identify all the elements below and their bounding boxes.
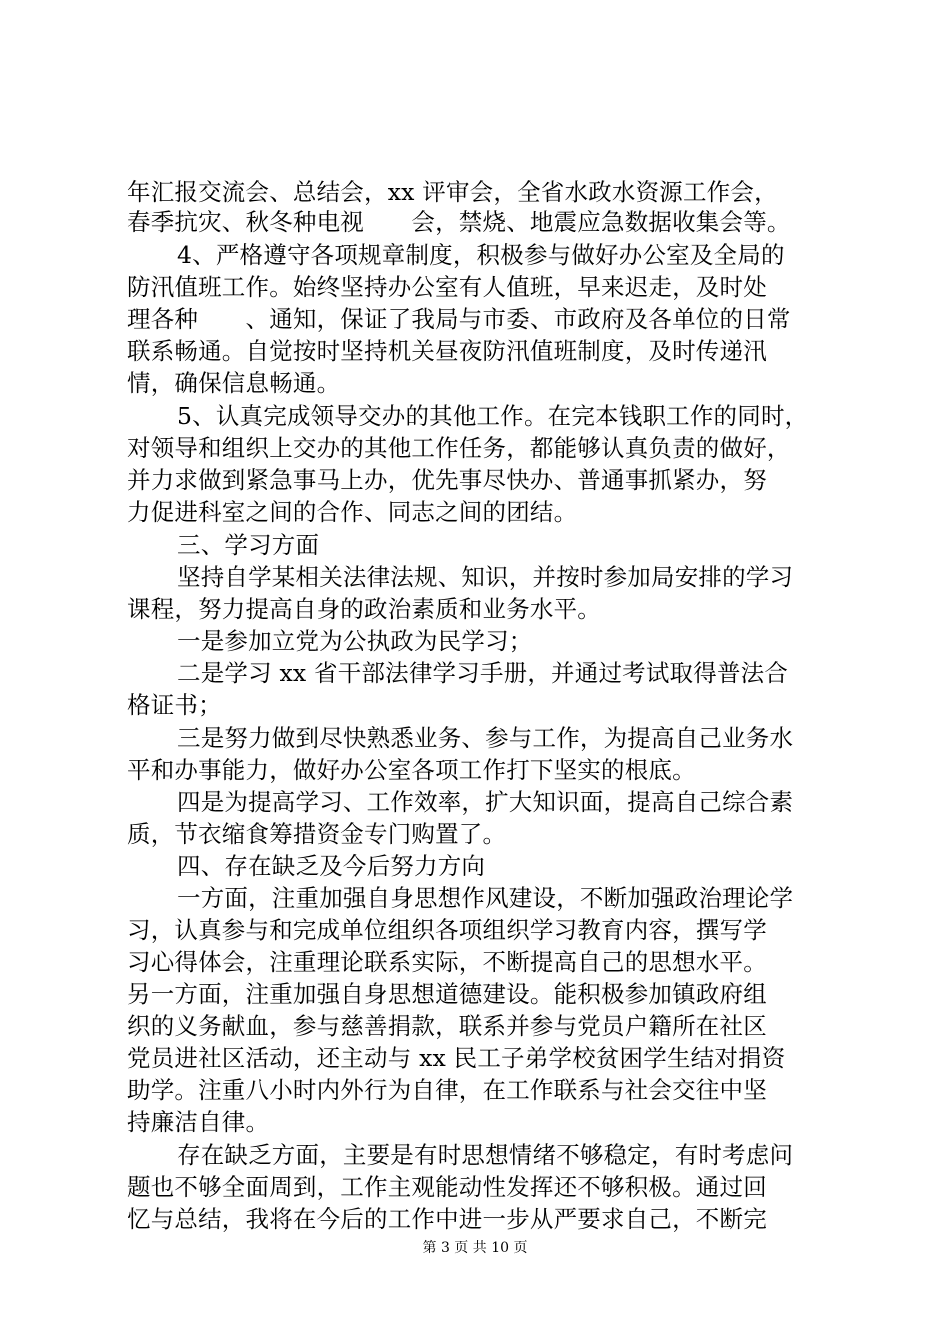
text-line: 题也不够全面周到，工作主观能动性发挥还不够积极。通过回 bbox=[127, 1173, 767, 1201]
text-line: 存在缺乏方面，主要是有时思想情绪不够稳定，有时考虑问 bbox=[177, 1141, 794, 1169]
text-line: 年汇报交流会、总结会，xx 评审会，全省水政水资源工作会， bbox=[127, 178, 778, 206]
text-line: 平和办事能力，做好办公室各项工作打下坚实的根底。 bbox=[127, 756, 696, 784]
text-line: 课程，努力提高自身的政治素质和业务水平。 bbox=[127, 595, 601, 623]
text-line: 四是为提高学习、工作效率，扩大知识面，提高自己综合素 bbox=[177, 788, 794, 816]
text-line: 对领导和组织上交办的其他工作任务，都能够认真负责的做好， bbox=[127, 434, 791, 462]
text-line: 另一方面，注重加强自身思想道德建设。能积极参加镇政府组 bbox=[127, 980, 767, 1008]
text-line: 春季抗灾、秋冬种电视 会，禁烧、地震应急数据收集会等。 bbox=[127, 208, 791, 236]
text-line: 理各种 、通知，保证了我局与市委、市政府及各单位的日常 bbox=[127, 305, 791, 333]
text-line: 力促进科室之间的合作、同志之间的团结。 bbox=[127, 498, 578, 526]
text-line: 习，认真参与和完成单位组织各项组织学习教育内容，撰写学 bbox=[127, 916, 767, 944]
section-heading: 三、学习方面 bbox=[177, 531, 320, 559]
text-line: 习心得体会，注重理论联系实际，不断提高自己的思想水平。 bbox=[127, 948, 767, 976]
text-line: 5、认真完成领导交办的其他工作。在完本钱职工作的同时， bbox=[177, 402, 809, 430]
section-heading: 四、存在缺乏及今后努力方向 bbox=[177, 852, 486, 880]
text-line: 坚持自学某相关法律法规、知识，并按时参加局安排的学习 bbox=[177, 563, 794, 591]
text-line: 持廉洁自律。 bbox=[127, 1108, 270, 1136]
text-line: 防汛值班工作。始终坚持办公室有人值班，早来迟走，及时处 bbox=[127, 273, 767, 301]
text-line: 4、严格遵守各项规章制度，积极参与做好办公室及全局的 bbox=[177, 241, 785, 269]
text-line: 三是努力做到尽快熟悉业务、参与工作，为提高自己业务水 bbox=[177, 724, 794, 752]
text-line: 并力求做到紧急事马上办，优先事尽快办、普通事抓紧办，努 bbox=[127, 466, 767, 494]
text-line: 二是学习 xx 省干部法律学习手册，并通过考试取得普法合 bbox=[177, 659, 789, 687]
text-line: 情，确保信息畅通。 bbox=[127, 369, 341, 397]
text-line: 党员进社区活动，还主动与 xx 民工子弟学校贫困学生结对捐资 bbox=[127, 1044, 786, 1072]
text-line: 联系畅通。自觉按时坚持机关昼夜防汛值班制度，及时传递汛 bbox=[127, 337, 767, 365]
text-line: 一是参加立党为公执政为民学习； bbox=[177, 627, 533, 655]
text-line: 质，节衣缩食筹措资金专门购置了。 bbox=[127, 820, 507, 848]
page-number-footer: 第 3 页 共 10 页 bbox=[422, 1240, 528, 1256]
text-line: 织的义务献血，参与慈善捐款，联系并参与党员户籍所在社区 bbox=[127, 1012, 767, 1040]
text-line: 忆与总结，我将在今后的工作中进一步从严要求自己，不断完 bbox=[127, 1205, 767, 1233]
text-line: 助学。注重八小时内外行为自律，在工作联系与社会交往中坚 bbox=[127, 1076, 767, 1104]
text-line: 一方面，注重加强自身思想作风建设，不断加强政治理论学 bbox=[177, 884, 794, 912]
text-line: 格证书； bbox=[127, 691, 222, 719]
